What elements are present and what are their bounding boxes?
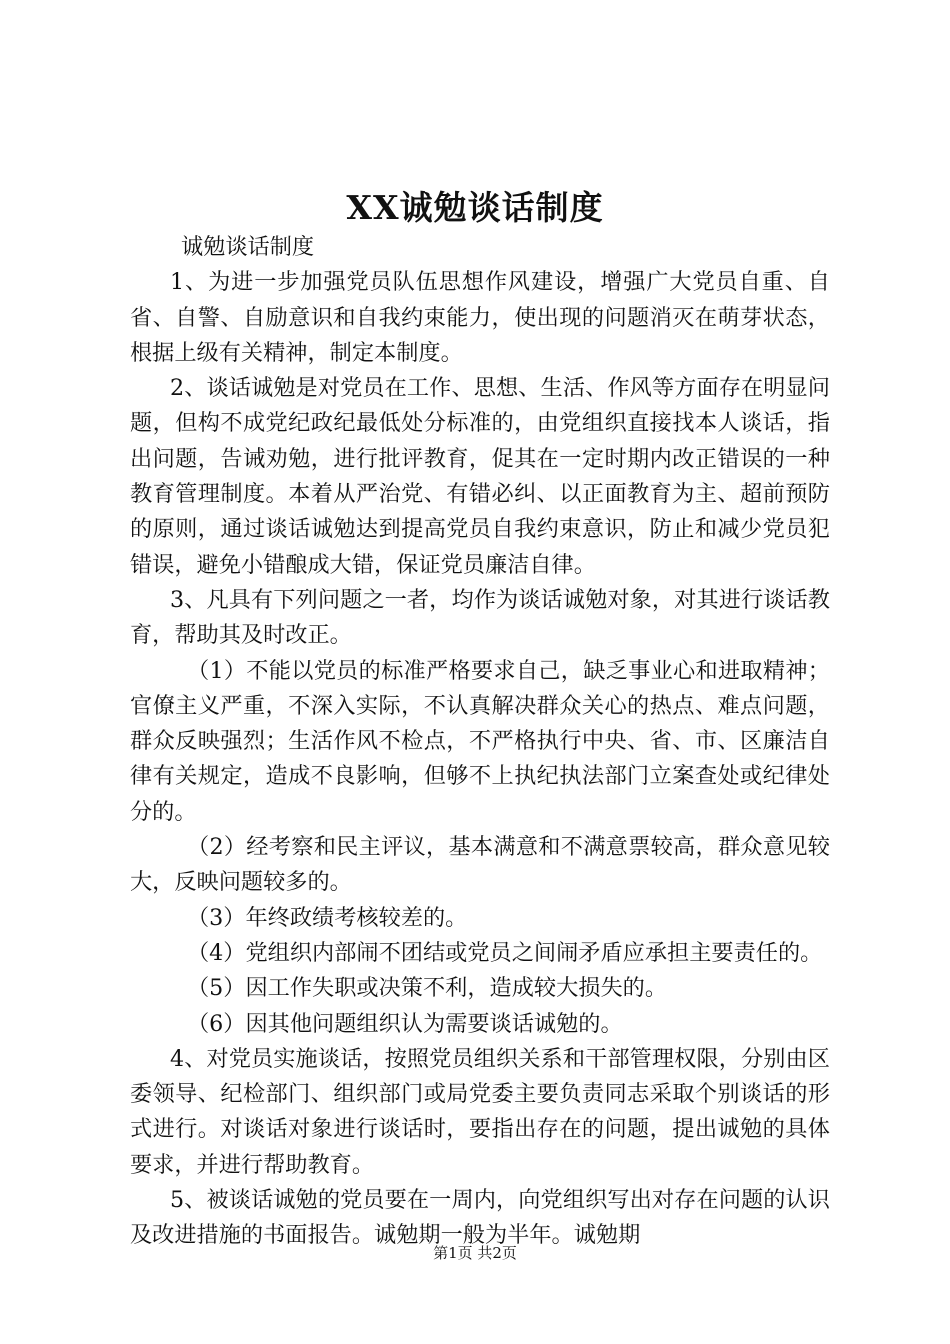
list-item-5: （5）因工作失职或决策不利，造成较大损失的。 (187, 975, 668, 1002)
paragraph-3: 3、凡具有下列问题之一者，均作为谈话诚勉对象，对其进行谈话教育，帮助其及时改正。 (130, 586, 830, 649)
paragraph-4: 4、对党员实施谈话，按照党员组织关系和干部管理权限，分别由区委领导、纪检部门、组织部门或局党委主要负责同志采取个别谈话的形式进行。对谈话对象进行谈话时，要指出存在的问题，提出诚勉的具体要求，并进行帮助教育。 (130, 1045, 830, 1178)
list-item-4: （4）党组织内部闹不团结或党员之间闹矛盾应承担主要责任的。 (187, 939, 823, 966)
list-item-1: （1）不能以党员的标准严格要求自己，缺乏事业心和进取精神；官僚主义严重，不深入实际，不认真解决群众关心的热点、难点问题，群众反映强烈；生活作风不检点，不严格执行中央、省、市、区廉洁自律有关规定，造成不良影响，但够不上执纪执法部门立案查处或纪律处分的。 (130, 657, 830, 825)
list-item-3: （3）年终政绩考核较差的。 (187, 904, 468, 931)
page-number-footer: 第1页 共2页 (433, 1244, 517, 1262)
paragraph-1: 1、为进一步加强党员队伍思想作风建设，增强广大党员自重、自省、自警、自励意识和自我约束能力，使出现的问题消灭在萌芽状态，根据上级有关精神，制定本制度。 (130, 269, 830, 366)
list-item-6: （6）因其他问题组织认为需要谈话诚勉的。 (187, 1010, 623, 1037)
paragraph-2: 2、谈话诚勉是对党员在工作、思想、生活、作风等方面存在明显问题，但构不成党纪政纪最低处分标准的，由党组织直接找本人谈话，指出问题，告诫劝勉，进行批评教育，促其在一定时期内改正错误的一种教育管理制度。本着从严治党、有错必纠、以正面教育为主、超前预防的原则，通过谈话诚勉达到提高党员自我约束意识，防止和减少党员犯错误，避免小错酿成大错，保证党员廉洁自律。 (130, 375, 830, 578)
paragraph-5: 5、被谈话诚勉的党员要在一周内，向党组织写出对存在问题的认识及改进措施的书面报告。诚勉期一般为半年。诚勉期 (130, 1187, 830, 1249)
list-item-2: （2）经考察和民主评议，基本满意和不满意票较高，群众意见较大，反映问题较多的。 (130, 834, 830, 896)
document-title: XX诚勉谈话制度 (346, 188, 604, 227)
document-body (130, 230, 830, 1254)
subtitle-paragraph: 诚勉谈话制度 (181, 234, 315, 260)
